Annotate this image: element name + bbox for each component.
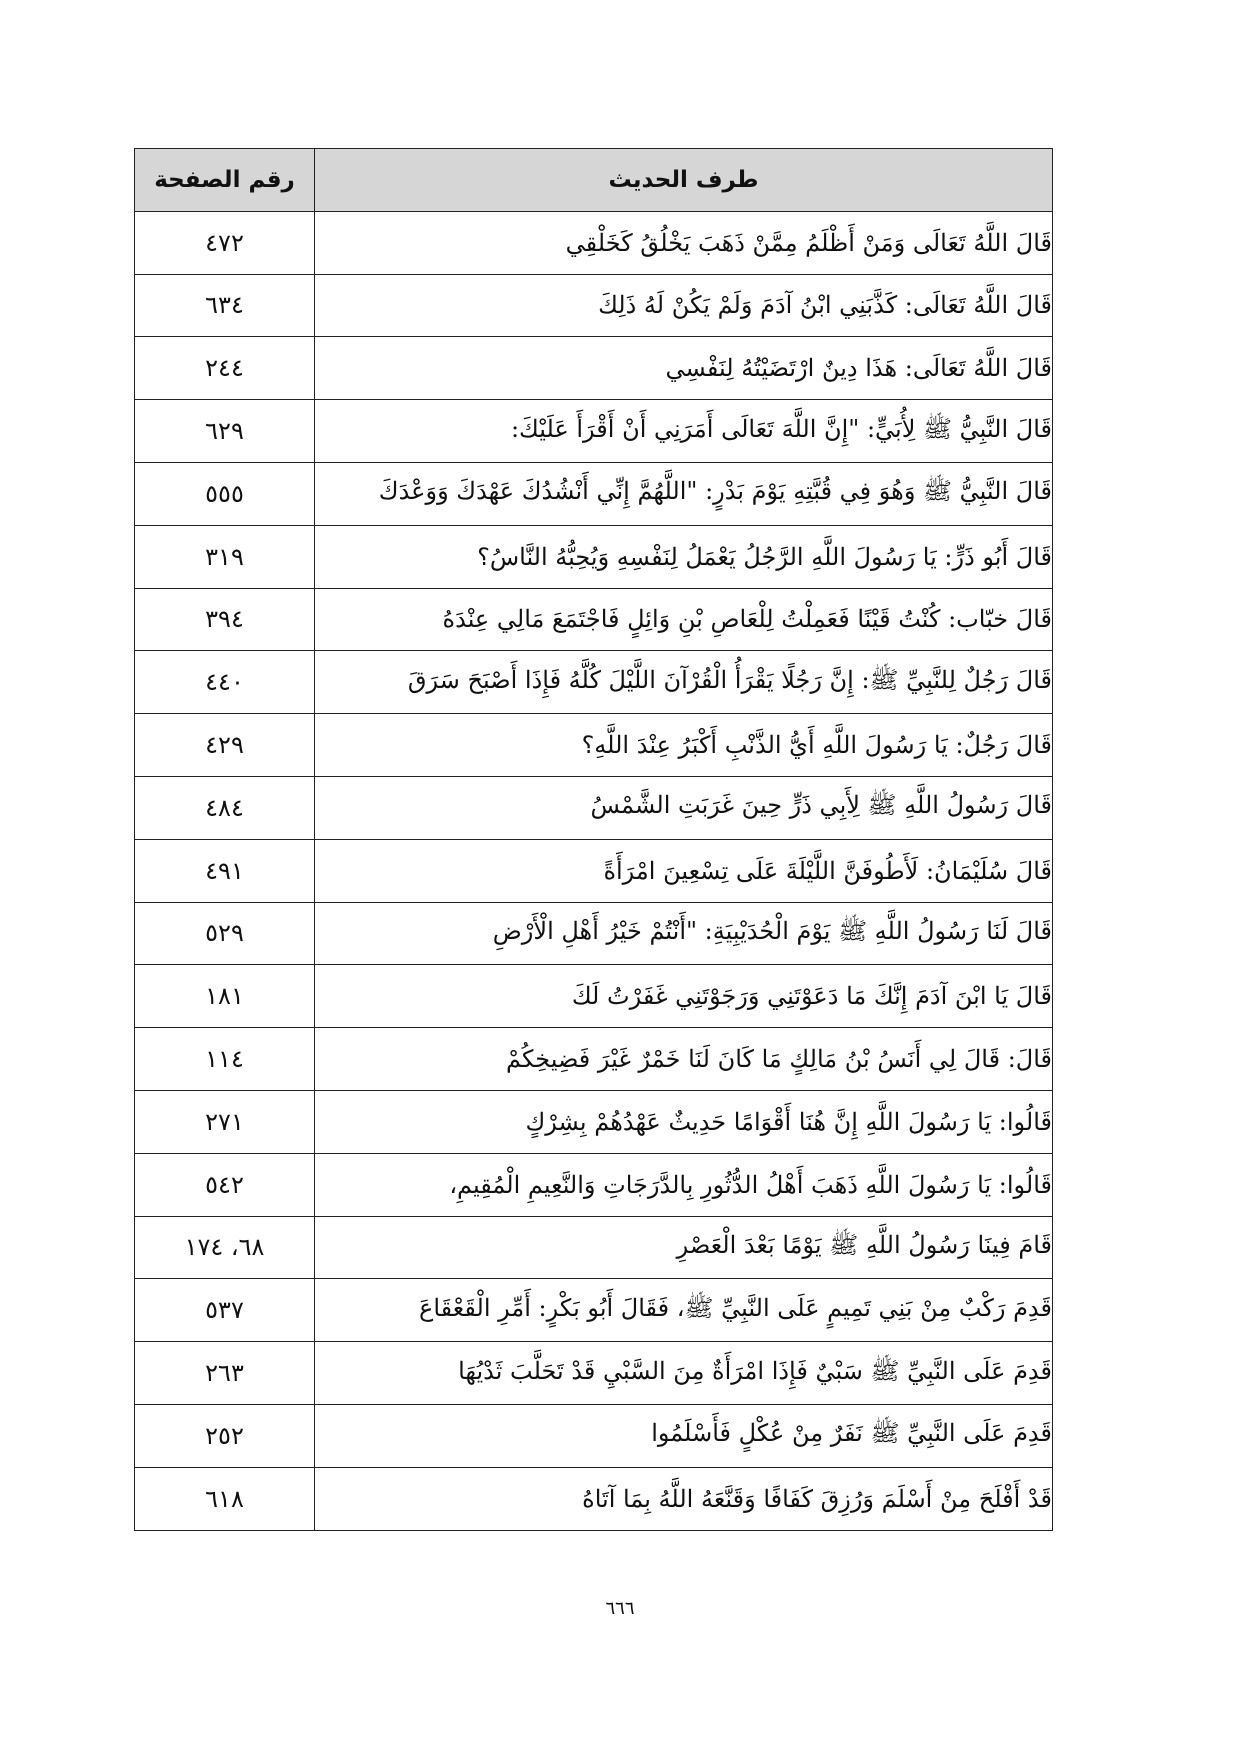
page-number-cell: ١١٤ [135, 1028, 315, 1091]
page-number-cell: ٣٩٤ [135, 588, 315, 651]
table-row [135, 776, 1053, 839]
page-number-cell: ٢٧١ [135, 1090, 315, 1153]
hadith-text-cell: قَالَ أَبُو ذَرٍّ: يَا رَسُولَ اللَّهِ الرَّجُلُ يَعْمَلُ لِنَفْسِهِ وَيُحِبُّهُ النَّاسُ؟ [315, 525, 1053, 588]
hadith-text-cell: قَالَ لَنَا رَسُولُ اللَّهِ ﷺ يَوْمَ الْحُدَيْبِيَةِ: "أَنْتُمْ خَيْرُ أَهْلِ الْأَرْضِ [315, 902, 1053, 965]
page-number-cell: ٢٥٢ [135, 1404, 315, 1467]
hadith-text-cell: قَدِمَ عَلَى النَّبِيِّ ﷺ سَبْيٌ فَإِذَا امْرَأَةٌ مِنَ السَّبْيِ قَدْ تَحَلَّبَ ثَدْيُهَا [315, 1342, 1053, 1405]
hadith-index-table [134, 148, 1053, 1531]
page-number-cell: ٤٨٤ [135, 776, 315, 839]
table-row [135, 1467, 1053, 1530]
page-number-cell: ٣١٩ [135, 525, 315, 588]
page-number-cell: ٥٢٩ [135, 902, 315, 965]
table-row [135, 1404, 1053, 1467]
table-row [135, 839, 1053, 902]
table-row [135, 902, 1053, 965]
page-number-cell: ٤٤٠ [135, 651, 315, 714]
page-number-cell: ٥٥٥ [135, 462, 315, 525]
page-number-cell: ٤٢٩ [135, 714, 315, 777]
table-row [135, 588, 1053, 651]
table-body [135, 211, 1053, 1530]
table-row [135, 714, 1053, 777]
page-number-cell: ٥٣٧ [135, 1279, 315, 1342]
table-row [135, 1153, 1053, 1216]
hadith-text-cell: قَالَ يَا ابْنَ آدَمَ إِنَّكَ مَا دَعَوْتَنِي وَرَجَوْتَنِي غَفَرْتُ لَكَ [315, 965, 1053, 1028]
page-number-cell: ٤٩١ [135, 839, 315, 902]
hadith-text-cell: قَالَ رَجُلٌ: يَا رَسُولَ اللَّهِ أَيُّ الذَّنْبِ أَكْبَرُ عِنْدَ اللَّهِ؟ [315, 714, 1053, 777]
table-row [135, 1342, 1053, 1405]
table-row [135, 1216, 1053, 1279]
page-number-cell: ٥٤٢ [135, 1153, 315, 1216]
hadith-text-cell: قَدِمَ عَلَى النَّبِيِّ ﷺ نَفَرٌ مِنْ عُكْلٍ فَأَسْلَمُوا [315, 1404, 1053, 1467]
page-number-cell: ٦٨، ١٧٤ [135, 1216, 315, 1279]
hadith-index-table-wrapper [134, 148, 1052, 1531]
page-number-cell: ٢٤٤ [135, 337, 315, 400]
page-number-cell: ٢٦٣ [135, 1342, 315, 1405]
hadith-text-cell: قَالَ رَسُولُ اللَّهِ ﷺ لِأَبِي ذَرٍّ حِينَ غَرَبَتِ الشَّمْسُ [315, 776, 1053, 839]
hadith-column-header: طرف الحديث [315, 149, 1053, 212]
table-row [135, 400, 1053, 463]
table-header-row [135, 149, 1053, 212]
page-number-cell: ٦١٨ [135, 1467, 315, 1530]
hadith-text-cell: قَالَ النَّبِيُّ ﷺ وَهُوَ فِي قُبَّتِهِ يَوْمَ بَدْرٍ: "اللَّهُمَّ إِنِّي أَنْشُدُكَ عَهْدَكَ وَوَعْدَكَ [315, 462, 1053, 525]
table-row [135, 1279, 1053, 1342]
table-row [135, 525, 1053, 588]
page-column-header: رقم الصفحة [135, 149, 315, 212]
hadith-text-cell: قَامَ فِينَا رَسُولُ اللَّهِ ﷺ يَوْمًا بَعْدَ الْعَصْرِ [315, 1216, 1053, 1279]
table-row [135, 462, 1053, 525]
page-number-cell: ١٨١ [135, 965, 315, 1028]
hadith-text-cell: قَالَ سُلَيْمَانُ: لَأَطُوفَنَّ اللَّيْلَةَ عَلَى تِسْعِينَ امْرَأَةً [315, 839, 1053, 902]
hadith-text-cell: قَالَ خبّاب: كُنْتُ قَيْنًا فَعَمِلْتُ لِلْعَاصِ بْنِ وَائِلٍ فَاجْتَمَعَ مَالِي عِنْدَهُ [315, 588, 1053, 651]
table-row [135, 1028, 1053, 1091]
page-number-cell: ٦٢٩ [135, 400, 315, 463]
table-row [135, 965, 1053, 1028]
page-number-cell: ٦٣٤ [135, 274, 315, 337]
hadith-text-cell: قَالَ النَّبِيُّ ﷺ لِأُبَيٍّ: "إِنَّ اللَّهَ تَعَالَى أَمَرَنِي أَنْ أَقْرَأَ عَلَيْكَ: [315, 400, 1053, 463]
hadith-text-cell: قَالَ اللَّهُ تَعَالَى: كَذَّبَنِي ابْنُ آدَمَ وَلَمْ يَكُنْ لَهُ ذَلِكَ [315, 274, 1053, 337]
hadith-text-cell: قَالَ اللَّهُ تَعَالَى وَمَنْ أَظْلَمُ مِمَّنْ ذَهَبَ يَخْلُقُ كَخَلْقِي [315, 211, 1053, 274]
hadith-text-cell: قَدْ أَفْلَحَ مِنْ أَسْلَمَ وَرُزِقَ كَفَافًا وَقَنَّعَهُ اللَّهُ بِمَا آتَاهُ [315, 1467, 1053, 1530]
table-row [135, 1090, 1053, 1153]
hadith-text-cell: قَالُوا: يَا رَسُولَ اللَّهِ إِنَّ هُنَا أَقْوَامًا حَدِيثٌ عَهْدُهُمْ بِشِرْكٍ [315, 1090, 1053, 1153]
hadith-text-cell: قَالُوا: يَا رَسُولَ اللَّهِ ذَهَبَ أَهْلُ الدُّثُورِ بِالدَّرَجَاتِ وَالنَّعِيمِ الْمُقِيمِ، [315, 1153, 1053, 1216]
table-row [135, 211, 1053, 274]
table-row [135, 651, 1053, 714]
hadith-text-cell: قَالَ: قَالَ لِي أَنَسُ بْنُ مَالِكٍ مَا كَانَ لَنَا خَمْرٌ غَيْرَ فَضِيخِكُمْ [315, 1028, 1053, 1091]
table-row [135, 337, 1053, 400]
hadith-text-cell: قَدِمَ رَكْبٌ مِنْ بَنِي تَمِيمٍ عَلَى النَّبِيِّ ﷺ، فَقَالَ أَبُو بَكْرٍ: أَمِّرِ الْقَعْقَاعَ [315, 1279, 1053, 1342]
hadith-text-cell: قَالَ اللَّهُ تَعَالَى: هَذَا دِينٌ ارْتَضَيْتُهُ لِنَفْسِي [315, 337, 1053, 400]
table-row [135, 274, 1053, 337]
hadith-text-cell: قَالَ رَجُلٌ لِلنَّبِيِّ ﷺ: إِنَّ رَجُلًا يَقْرَأُ الْقُرْآنَ اللَّيْلَ كُلَّهُ فَإِذَا أَصْبَحَ سَرَقَ [315, 651, 1053, 714]
page-number-cell: ٤٧٢ [135, 211, 315, 274]
page-number: ٦٦٦ [605, 1598, 635, 1619]
